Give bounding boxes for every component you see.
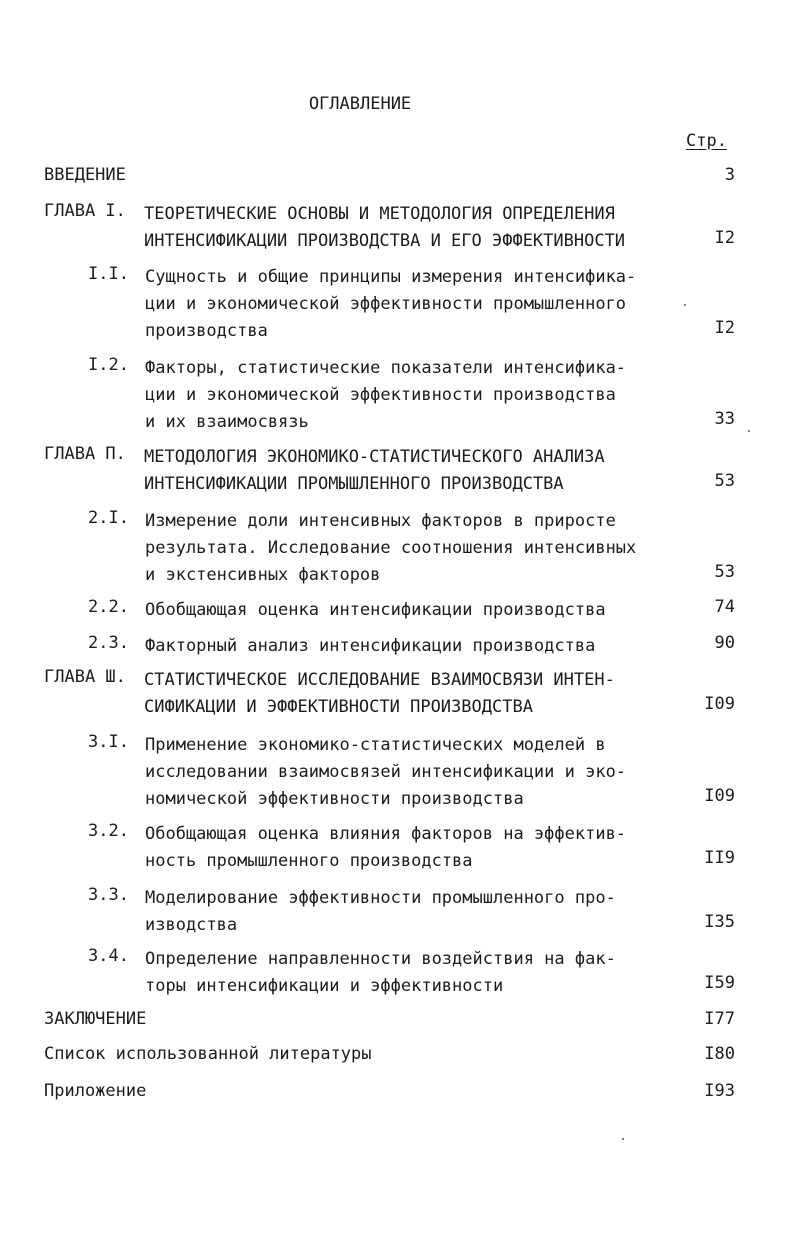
entry-title-line: Определение направленности воздействия на фак- — [145, 949, 616, 969]
entry-title-line: ТЕОРЕТИЧЕСКИЕ ОСНОВЫ И МЕТОДОЛОГИЯ ОПРЕДЕЛЕНИЯ — [144, 204, 615, 224]
toc-title: ОГЛАВЛЕНИЕ — [308, 94, 412, 114]
entry-title-line: Обобщающая оценка интенсификации производства — [145, 600, 606, 620]
entry-title — [145, 508, 636, 589]
entry-title-line: Сущность и общие принципы измерения интенсифика- — [145, 267, 637, 287]
entry-title-line: исследовании взаимосвязей интенсификации и эко- — [145, 762, 627, 782]
section-number: 2.I. — [88, 508, 129, 528]
entry-title-line: ции и экономической эффективности производства — [145, 385, 616, 405]
scan-speck — [684, 304, 686, 306]
chapter-label: ГЛАВА П. — [44, 444, 126, 464]
page-number: 53 — [714, 562, 735, 582]
entry-title-line: производства — [145, 321, 268, 341]
entry-title — [145, 264, 636, 345]
scan-speck — [748, 430, 750, 432]
section-number: I.2. — [88, 355, 129, 375]
entry-title-line: ИНТЕНСИФИКАЦИИ ПРОИЗВОДСТВА И ЕГО ЭФФЕКТИВНОСТИ — [144, 231, 626, 251]
page-number: 3 — [724, 165, 735, 185]
section-number: 2.3. — [88, 633, 129, 653]
section-number: 3.3. — [88, 885, 129, 905]
chapter-label: Список использованной литературы — [44, 1044, 372, 1064]
page-number: I2 — [714, 318, 735, 338]
entry-title-line: Факторы, статистические показатели интенсифика- — [145, 358, 627, 378]
entry-title — [145, 885, 616, 939]
entry-title-line: Моделирование эффективности промышленного про- — [145, 888, 616, 908]
chapter-label: ЗАКЛЮЧЕНИЕ — [44, 1009, 147, 1029]
pages-column-header: Стр. — [686, 131, 727, 151]
entry-title-line: МЕТОДОЛОГИЯ ЭКОНОМИКО-СТАТИСТИЧЕСКОГО АНАЛИЗА — [144, 447, 605, 467]
entry-title — [144, 201, 625, 255]
section-number: 3.4. — [88, 946, 129, 966]
page-number: 33 — [714, 409, 735, 429]
page-number: I2 — [714, 228, 735, 248]
section-number: I.I. — [88, 264, 129, 284]
section-number: 3.I. — [88, 732, 129, 752]
entry-title — [145, 355, 626, 436]
page-number: 53 — [714, 471, 735, 491]
entry-title — [145, 732, 626, 813]
entry-title-line: СТАТИСТИЧЕСКОЕ ИССЛЕДОВАНИЕ ВЗАИМОСВЯЗИ ИНТЕН- — [144, 670, 615, 690]
page-number: I09 — [704, 786, 735, 806]
chapter-label: ГЛАВА Ш. — [44, 667, 126, 687]
chapter-label: Приложение — [44, 1081, 147, 1101]
entry-title — [144, 667, 615, 721]
entry-title-line: Применение экономико-статистических моделей в — [145, 735, 606, 755]
entry-title-line: и экстенсивных факторов — [145, 565, 381, 585]
entry-title — [145, 597, 606, 624]
entry-title-line: результата. Исследование соотношения интенсивных — [145, 538, 637, 558]
section-number: 2.2. — [88, 597, 129, 617]
entry-title-line: торы интенсификации и эффективности — [145, 976, 504, 996]
page-number: I35 — [704, 912, 735, 932]
page-number: I80 — [704, 1044, 735, 1064]
page-number: I59 — [704, 973, 735, 993]
entry-title-line: ции и экономической эффективности промышленного — [145, 294, 627, 314]
page-number: I09 — [704, 694, 735, 714]
entry-title-line: номической эффективности производства — [145, 789, 524, 809]
page-number: 90 — [714, 633, 735, 653]
entry-title — [145, 821, 626, 875]
entry-title-line: Факторный анализ интенсификации производства — [145, 636, 596, 656]
entry-title — [144, 444, 605, 498]
entry-title-line: изводства — [145, 915, 238, 935]
entry-title-line: ИНТЕНСИФИКАЦИИ ПРОМЫШЛЕННОГО ПРОИЗВОДСТВА — [144, 474, 564, 494]
entry-title — [145, 946, 616, 1000]
page-number: I77 — [704, 1009, 735, 1029]
scan-speck — [622, 1138, 624, 1140]
entry-title-line: ность промышленного производства — [145, 851, 473, 871]
page-number: II9 — [704, 848, 735, 868]
chapter-label: ВВЕДЕНИЕ — [44, 165, 126, 185]
entry-title — [145, 633, 595, 660]
chapter-label: ГЛАВА I. — [44, 201, 126, 221]
entry-title-line: и их взаимосвязь — [145, 412, 309, 432]
entry-title-line: СИФИКАЦИИ И ЭФФЕКТИВНОСТИ ПРОИЗВОДСТВА — [144, 697, 533, 717]
page-number: 74 — [714, 597, 735, 617]
page-number: I93 — [704, 1081, 735, 1101]
entry-title-line: Измерение доли интенсивных факторов в приросте — [145, 511, 616, 531]
entry-title-line: Обобщающая оценка влияния факторов на эффектив- — [145, 824, 627, 844]
section-number: 3.2. — [88, 821, 129, 841]
